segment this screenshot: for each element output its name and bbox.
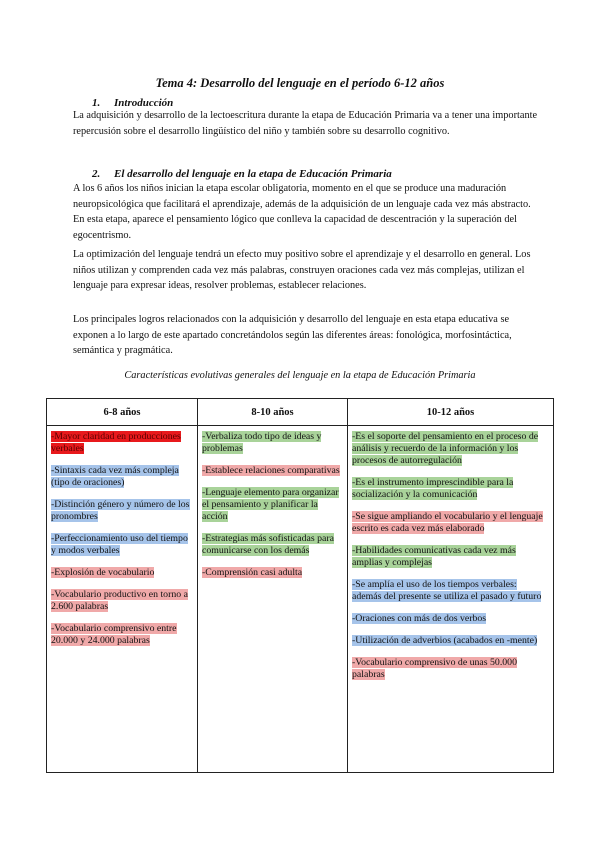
- language-development-table: [46, 398, 554, 773]
- table-list-item: [51, 623, 191, 647]
- highlighted-text: -Sintaxis cada vez más compleja (tipo de oraciones): [51, 465, 179, 488]
- table-list-item: [202, 533, 341, 557]
- section-number: 1.: [92, 97, 101, 109]
- table-list-item: [352, 545, 547, 569]
- table-cell-8-10: [198, 426, 348, 773]
- table-list-item: [202, 487, 341, 523]
- table-list-item: [51, 499, 191, 523]
- table-list-item: [202, 567, 341, 579]
- highlighted-text: -Mayor claridad en producciones verbales: [51, 431, 181, 454]
- section-number: 2.: [92, 168, 101, 180]
- table-caption: Características evolutivas generales del lenguaje en la etapa de Educación Primaria: [124, 370, 476, 381]
- paragraph: Los principales logros relacionados con la adquisición y desarrollo del lenguaje en esta etapa educativa se exponen a lo largo de este apartado concretándolos según las diferentes áreas: fonológica, morfosintáctica, semántica y pragmática.: [73, 314, 512, 357]
- table-cell-10-12: [348, 426, 554, 773]
- page-title: Tema 4: Desarrollo del lenguaje en el período 6-12 años: [155, 76, 445, 90]
- table-row: [47, 426, 554, 773]
- column-header: 6-8 años: [47, 399, 198, 426]
- column-header: 10-12 años: [348, 399, 554, 426]
- table-list-item: [352, 511, 547, 535]
- highlighted-text: -Es el instrumento imprescindible para la socialización y la comunicación: [352, 477, 514, 500]
- table-header-row: [47, 399, 554, 426]
- highlighted-text: -Lenguaje elemento para organizar el pensamiento y planificar la acción: [202, 487, 339, 522]
- table-list-item: [51, 533, 191, 557]
- table-list-item: [352, 635, 547, 647]
- highlighted-text: -Estrategias más sofisticadas para comunicarse con los demás: [202, 533, 334, 556]
- table-list-item: [352, 477, 547, 501]
- paragraph: La optimización del lenguaje tendrá un efecto muy positivo sobre el aprendizaje y el desarrollo en general. Los niños utilizan y comprenden cada vez más palabras, construyen oraciones cada vez más complejas, utilizan el lenguaje para expresar ideas, resolver problemas, establecer relaciones.: [73, 249, 531, 292]
- table-list-item: [51, 567, 191, 579]
- column-header: 8-10 años: [198, 399, 348, 426]
- highlighted-text: -Perfeccionamiento uso del tiempo y modos verbales: [51, 533, 188, 556]
- table-list-item: [51, 431, 191, 455]
- paragraph: La adquisición y desarrollo de la lectoescritura durante la etapa de Educación Primaria va a tener una importante repercusión sobre el desarrollo lingüístico del niño y también sobre su desarrollo cognitivo.: [73, 110, 538, 137]
- highlighted-text: -Utilización de adverbios (acabados en -mente): [352, 635, 538, 646]
- table-list-item: [352, 579, 547, 603]
- highlighted-text: -Oraciones con más de dos verbos: [352, 613, 487, 624]
- highlighted-text: -Vocabulario comprensivo entre 20.000 y 24.000 palabras: [51, 623, 177, 646]
- highlighted-text: -Se amplía el uso de los tiempos verbales: además del presente se utiliza el pasado y futuro: [352, 579, 542, 602]
- highlighted-text: -Vocabulario productivo en torno a 2.600 palabras: [51, 589, 188, 612]
- section-heading-text: Introducción: [114, 97, 174, 109]
- table-cell-6-8: [47, 426, 198, 773]
- table-list-item: [202, 431, 341, 455]
- table-list-item: [202, 465, 341, 477]
- table-list-item: [352, 613, 547, 625]
- paragraph: A los 6 años los niños inician la etapa escolar obligatoria, momento en el que se produce una maduración neuropsicológica que facilitará el aprendizaje, además de la adquisición de un lenguaje cada vez más abstracto. En esta etapa, aparece el pensamiento lógico que conlleva la capacidad de descentración y la superación del egocentrismo.: [73, 183, 531, 241]
- highlighted-text: -Habilidades comunicativas cada vez más amplias y complejas: [352, 545, 516, 568]
- highlighted-text: -Comprensión casi adulta: [202, 567, 303, 578]
- highlighted-text: -Vocabulario comprensivo de unas 50.000 palabras: [352, 657, 517, 680]
- table-list-item: [352, 657, 547, 681]
- table-list-item: [51, 589, 191, 613]
- highlighted-text: -Explosión de vocabulario: [51, 567, 155, 578]
- highlighted-text: -Se sigue ampliando el vocabulario y el lenguaje escrito es cada vez más elaborado: [352, 511, 543, 534]
- highlighted-text: -Es el soporte del pensamiento en el proceso de análisis y recuerdo de la información y los procesos de autorregulación: [352, 431, 539, 466]
- highlighted-text: -Establece relaciones comparativas: [202, 465, 340, 476]
- highlighted-text: -Distinción género y número de los pronombres: [51, 499, 190, 522]
- table-list-item: [51, 465, 191, 489]
- table-list-item: [352, 431, 547, 467]
- section-heading-text: El desarrollo del lenguaje en la etapa de Educación Primaria: [114, 168, 392, 180]
- section-heading-desarrollo: [92, 168, 392, 180]
- highlighted-text: -Verbaliza todo tipo de ideas y problemas: [202, 431, 322, 454]
